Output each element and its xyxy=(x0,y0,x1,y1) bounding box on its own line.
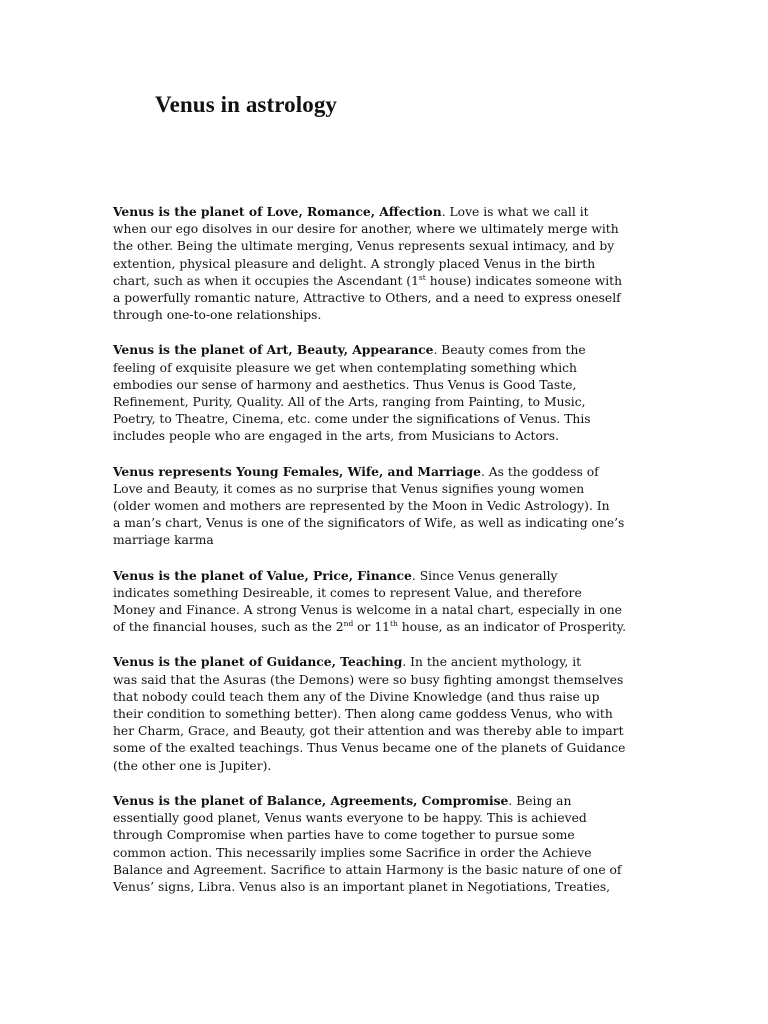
paragraph-finance xyxy=(113,567,658,637)
paragraph-love xyxy=(113,203,658,324)
paragraph-text: house, as an indicator of Prosperity. xyxy=(397,620,626,635)
paragraph-text: . Beauty comes from the feeling of exquisite pleasure we get when contemplating something which embodies our sense of harmony and aesthetics. Thus Venus is Good Taste, Refinement, Purity, Quality. All of the Arts, ranging from Painting, to Music, Poetry, to Theatre, Cinema, etc. come under the significations of Venus. This includes people who are engaged in the arts, from Musicians to Actors. xyxy=(113,343,591,444)
paragraph-text: or 11 xyxy=(353,620,390,635)
paragraph-text: . Since Venus generally indicates something Desireable, it comes to represent Value, and therefore Money and Finance. A strong Venus is welcome in a natal chart, especially in one of the financial houses, such as the 2 xyxy=(113,568,622,635)
page-title: Venus in astrology xyxy=(155,92,338,117)
paragraph-lead: Venus is the planet of Art, Beauty, Appearance xyxy=(113,342,434,358)
ordinal-suffix: st xyxy=(418,272,426,282)
paragraph-text: . As the goddess of Love and Beauty, it comes as no surprise that Venus signifies young women (older women and mothers are represented by the Moon in Vedic Astrology). In a man’s chart, Venus is one of the significators of Wife, as well as indicating one’s marriage karma xyxy=(113,464,625,548)
paragraph-lead: Venus represents Young Females, Wife, and Marriage xyxy=(113,463,481,479)
paragraph-marriage xyxy=(113,463,658,550)
paragraph-balance xyxy=(113,792,658,896)
paragraph-lead: Venus is the planet of Love, Romance, Affection xyxy=(113,204,442,219)
paragraph-text: . Love is what we call it when our ego disolves in our desire for another, where we ultimately merge with the other. Being the ultimate merging, Venus represents sexual intimacy, and by extention, physical pleasure and delight. A strongly placed Venus in the birth chart, such as when it occupies the Ascendant (1 xyxy=(113,205,619,288)
paragraph-lead: Venus is the planet of Guidance, Teaching xyxy=(113,654,403,670)
ordinal-suffix: th xyxy=(390,619,398,629)
paragraph-lead: Venus is the planet of Value, Price, Finance xyxy=(113,567,412,583)
ordinal-suffix: nd xyxy=(343,619,354,629)
paragraph-guidance xyxy=(113,653,658,774)
paragraph-art xyxy=(113,341,658,445)
paragraph-text: . Being an essentially good planet, Venus wants everyone to be happy. This is achieved through Compromise when parties have to come together to pursue some common action. This necessarily implies some Sacrifice in order the Achieve Balance and Agreement. Sacrifice to attain Harmony is the basic nature of one of Venus’ signs, Libra. Venus also is an important planet in Negotiations, Treaties, xyxy=(113,793,622,894)
paragraph-lead: Venus is the planet of Balance, Agreements, Compromise xyxy=(113,792,509,808)
document-body xyxy=(113,203,658,913)
paragraph-text: . In the ancient mythology, it was said that the Asuras (the Demons) were so busy fighting amongst themselves that nobody could teach them any of the Divine Knowledge (and thus raise up their condition to something better). Then along came goddess Venus, who with her Charm, Grace, and Beauty, got their attention and was thereby able to impart some of the exalted teachings. Thus Venus became one of the planets of Guidance (the other one is Jupiter). xyxy=(113,655,626,773)
paragraph-text: house) indicates someone with a powerfully romantic nature, Attractive to Others, and a need to express oneself through one-to-one relationships. xyxy=(113,273,623,323)
